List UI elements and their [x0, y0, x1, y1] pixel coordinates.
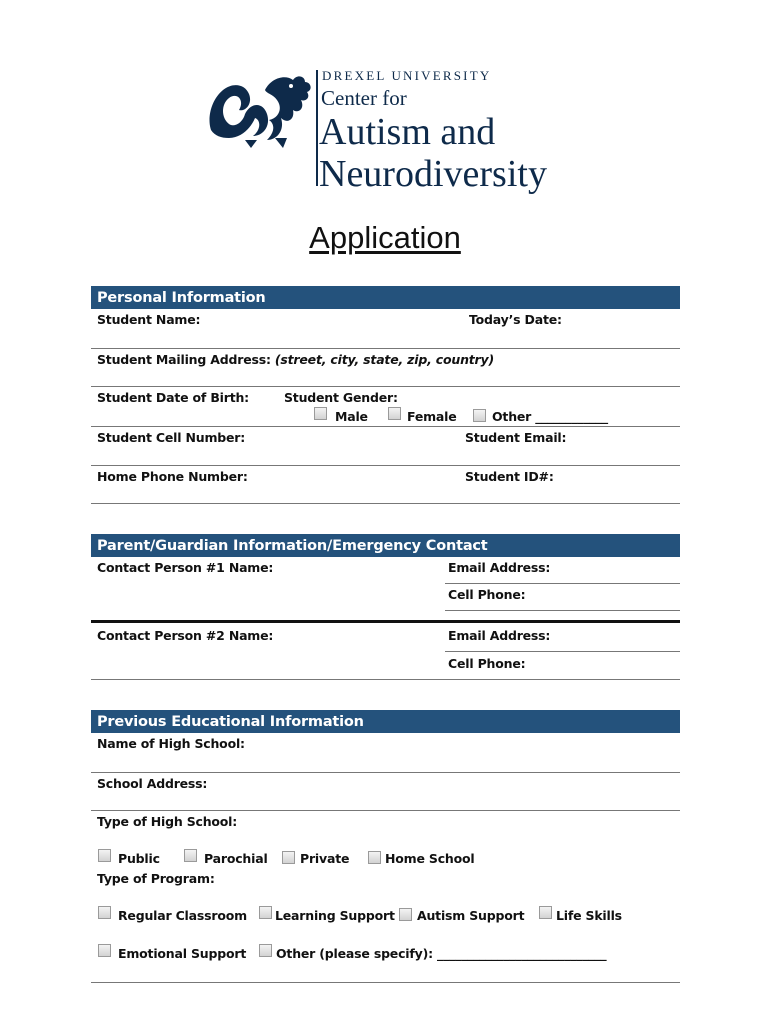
logo-line1: Center for [321, 86, 407, 110]
school-parochial-label: Parochial [204, 851, 268, 866]
divider [445, 651, 680, 652]
contact1-name-label: Contact Person #1 Name: [97, 560, 274, 575]
program-emotional-checkbox[interactable] [98, 944, 111, 957]
section-guardian-heading: Parent/Guardian Information/Emergency Contact [91, 534, 680, 557]
school-private-label: Private [300, 851, 350, 866]
contact2-name-label: Contact Person #2 Name: [97, 628, 274, 643]
gender-male-label: Male [335, 409, 368, 424]
gender-female-label: Female [407, 409, 457, 424]
gender-male-checkbox[interactable] [314, 407, 327, 420]
program-regular-checkbox[interactable] [98, 906, 111, 919]
divider [91, 810, 680, 811]
logo-line3: Neurodiversity [319, 153, 547, 195]
dob-label: Student Date of Birth: [97, 390, 249, 405]
divider [91, 679, 680, 680]
logo-divider [316, 70, 318, 186]
program-other-checkbox[interactable] [259, 944, 272, 957]
contact2-email-label: Email Address: [448, 628, 551, 643]
divider [91, 982, 680, 983]
divider [91, 348, 680, 349]
mailing-address-label [97, 352, 494, 367]
divider [445, 610, 680, 611]
school-public-label: Public [118, 851, 160, 866]
program-type-label: Type of Program: [97, 871, 215, 886]
cell-number-label: Student Cell Number: [97, 430, 246, 445]
school-home-checkbox[interactable] [368, 851, 381, 864]
school-private-checkbox[interactable] [282, 851, 295, 864]
page-title: Application [309, 220, 461, 255]
program-other-label: Other (please specify): ____________________________ [276, 946, 607, 961]
logo-university: DREXEL UNIVERSITY [322, 68, 492, 83]
dragon-icon [205, 70, 315, 150]
high-school-name-label: Name of High School: [97, 736, 245, 751]
divider [91, 426, 680, 427]
contact1-email-label: Email Address: [448, 560, 551, 575]
program-autism-checkbox[interactable] [399, 908, 412, 921]
gender-other-label: Other ____________ [492, 409, 608, 424]
gender-female-checkbox[interactable] [388, 407, 401, 420]
todays-date-label: Today’s Date: [469, 312, 562, 327]
divider [91, 465, 680, 466]
program-regular-label: Regular Classroom [118, 908, 247, 923]
contact2-cell-label: Cell Phone: [448, 656, 526, 671]
program-learning-checkbox[interactable] [259, 906, 272, 919]
student-email-label: Student Email: [465, 430, 567, 445]
program-life-checkbox[interactable] [539, 906, 552, 919]
mailing-address-text: Student Mailing Address: [97, 352, 271, 367]
home-phone-label: Home Phone Number: [97, 469, 248, 484]
divider [91, 386, 680, 387]
divider [91, 772, 680, 773]
gender-other-checkbox[interactable] [473, 409, 486, 422]
drexel-logo [205, 68, 565, 196]
section-education-heading: Previous Educational Information [91, 710, 680, 733]
logo-line2: Autism and [319, 111, 496, 153]
program-autism-label: Autism Support [417, 908, 525, 923]
student-name-label: Student Name: [97, 312, 201, 327]
program-life-label: Life Skills [556, 908, 622, 923]
gender-label: Student Gender: [284, 390, 398, 405]
mailing-address-hint: (street, city, state, zip, country) [274, 352, 494, 367]
program-emotional-label: Emotional Support [118, 946, 247, 961]
student-id-label: Student ID#: [465, 469, 554, 484]
section-personal-heading: Personal Information [91, 286, 680, 309]
divider [91, 503, 680, 504]
divider [445, 583, 680, 584]
school-address-label: School Address: [97, 776, 208, 791]
school-parochial-checkbox[interactable] [184, 849, 197, 862]
program-learning-label: Learning Support [275, 908, 395, 923]
school-public-checkbox[interactable] [98, 849, 111, 862]
contact1-cell-label: Cell Phone: [448, 587, 526, 602]
school-home-label: Home School [385, 851, 475, 866]
school-type-label: Type of High School: [97, 814, 238, 829]
divider [91, 620, 680, 623]
